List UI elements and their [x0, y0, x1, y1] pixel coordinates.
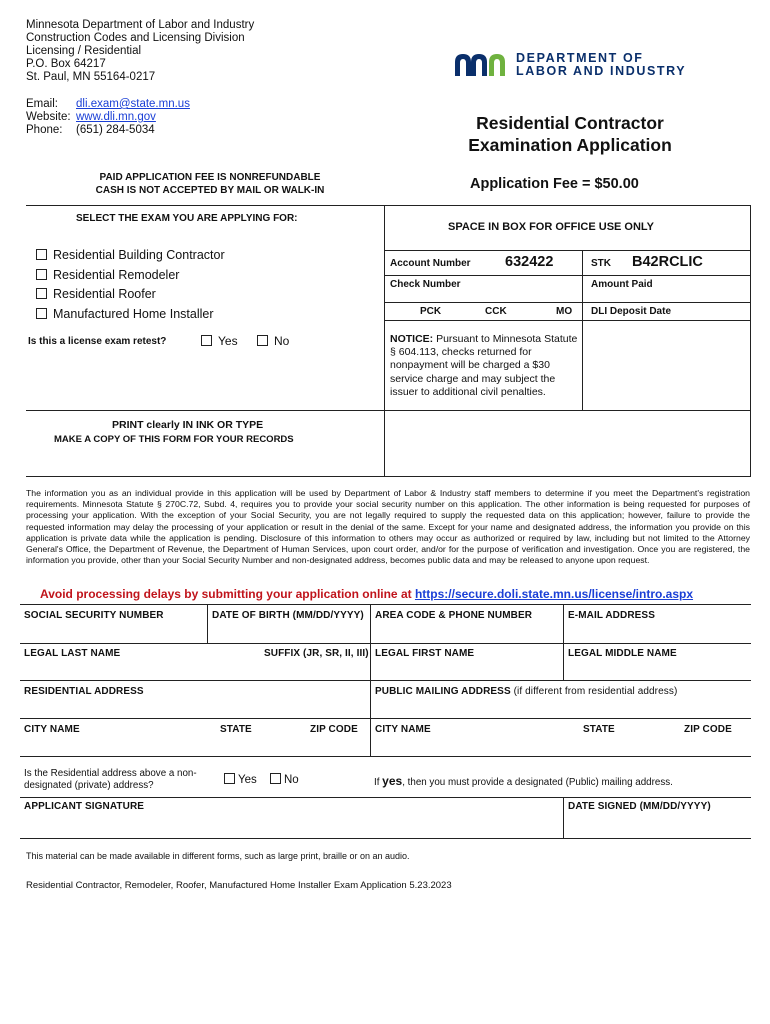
retest-yes[interactable]: Yes [201, 334, 238, 348]
retest-no[interactable]: No [257, 334, 289, 348]
signature-field[interactable]: APPLICANT SIGNATURE [24, 801, 145, 812]
logo-line1: DEPARTMENT OF [516, 51, 644, 65]
website-link[interactable]: www.dli.mn.gov [76, 111, 156, 123]
checkbox[interactable] [224, 773, 235, 784]
ssn-field[interactable]: SOCIAL SECURITY NUMBER [24, 610, 164, 621]
agency-line: Construction Codes and Licensing Division [26, 32, 245, 44]
first-name-field[interactable]: LEGAL FIRST NAME [375, 648, 475, 659]
mailing-zip-field[interactable]: ZIP CODE [684, 724, 732, 735]
fee-notice [60, 171, 360, 197]
city-field[interactable]: CITY NAME [24, 724, 80, 735]
nonrefundable-notice: PAID APPLICATION FEE IS NONREFUNDABLE [99, 172, 321, 183]
title-line1: Residential Contractor [476, 113, 664, 133]
suffix-field[interactable]: SUFFIX (JR, SR, II, III) [264, 648, 369, 659]
accessibility-note: This material can be made available in different forms, such as large print, braille or on an audio. [26, 851, 410, 861]
account-number-value: 632422 [505, 254, 554, 270]
office-heading: SPACE IN BOX FOR OFFICE USE ONLY [448, 221, 654, 233]
exam-option-building-contractor[interactable]: Residential Building Contractor [36, 246, 225, 266]
check-number-label: Check Number [390, 279, 461, 290]
notice-bold: NOTICE: [390, 333, 434, 345]
stk-value: B42RCLIC [632, 254, 703, 270]
logo-line2: LABOR AND INDUSTRY [516, 64, 687, 78]
dli-logo [453, 50, 693, 80]
exam-option-remodeler[interactable]: Residential Remodeler [36, 266, 225, 286]
agency-line: Licensing / Residential [26, 45, 142, 57]
amount-paid-label: Amount Paid [591, 279, 653, 290]
checkbox[interactable] [36, 288, 47, 299]
form-identifier: Residential Contractor, Remodeler, Roofer, Manufactured Home Installer Exam Application 5.23.2023 [26, 880, 452, 891]
cck-label: CCK [485, 306, 507, 317]
phone-label: Phone: [26, 124, 63, 136]
checkbox[interactable] [36, 269, 47, 280]
zip-field[interactable]: ZIP CODE [310, 724, 358, 735]
checkbox[interactable] [201, 335, 212, 346]
online-text: Avoid processing delays by submitting your application online at [40, 587, 415, 601]
pck-label: PCK [420, 306, 442, 317]
phone-field[interactable]: AREA CODE & PHONE NUMBER [375, 610, 533, 621]
state-field[interactable]: STATE [220, 724, 252, 735]
nondesignated-yes[interactable]: Yes [224, 773, 257, 786]
last-name-field[interactable]: LEGAL LAST NAME [24, 648, 121, 659]
cash-notice: CASH IS NOT ACCEPTED BY MAIL OR WALK-IN [95, 185, 325, 196]
mo-label: MO [556, 306, 573, 317]
website-label: Website: [26, 111, 71, 123]
designated-note: If yes, then you must provide a designated (Public) mailing address. [374, 774, 673, 788]
nondesignated-no[interactable]: No [270, 773, 299, 786]
checkbox[interactable] [36, 308, 47, 319]
checkbox[interactable] [36, 249, 47, 260]
agency-address [26, 19, 254, 84]
mn-logo-icon [453, 52, 509, 78]
agency-line: P.O. Box 64217 [26, 58, 106, 70]
checkbox[interactable] [257, 335, 268, 346]
mailing-state-field[interactable]: STATE [583, 724, 615, 735]
phone-number: (651) 284-5034 [76, 124, 155, 136]
checkbox[interactable] [270, 773, 281, 784]
deposit-date-label: DLI Deposit Date [591, 306, 672, 317]
print-instruction: PRINT clearly IN INK OR TYPE [112, 419, 264, 431]
residential-address-field[interactable]: RESIDENTIAL ADDRESS [24, 686, 144, 697]
form-title [420, 112, 720, 156]
exam-option-roofer[interactable]: Residential Roofer [36, 285, 225, 305]
dob-field[interactable]: DATE OF BIRTH (MM/DD/YYYY) [212, 610, 364, 621]
contact-info [26, 98, 190, 137]
exam-option-manufactured-home[interactable]: Manufactured Home Installer [36, 305, 225, 325]
application-fee: Application Fee = $50.00 [470, 176, 639, 192]
email-link[interactable]: dli.exam@state.mn.us [76, 98, 190, 110]
exam-heading: SELECT THE EXAM YOU ARE APPLYING FOR: [76, 213, 298, 224]
copy-instruction: MAKE A COPY OF THIS FORM FOR YOUR RECORDS [54, 434, 294, 445]
account-number-label: Account Number [390, 258, 471, 269]
online-link[interactable]: https://secure.doli.state.mn.us/license/intro.aspx [414, 587, 694, 601]
stk-label: STK [591, 258, 611, 269]
privacy-notice: The information you as an individual provide in this application will be used by Department of Labor & Industry staff members to determine if you meet the Department's registration requirements. Minnesota Statute § 270C.72, Subd. 4, requires you to provide your social security number on this application. The other information is being requested for purposes of processing your application. With the exception of your Social Security, you are not legally required to supply the requested data on this application; however, failure to provide the requested information may delay the processing of your application or result in the denial of the same. Except for your name and designated address, the information you provide on this application is private data while the application is pending. Disclosure of this information to others may occur as authorized or required by law, including but not limited to the Attorney General's Office, the Department of Revenue, the Department of Human Services, upon court order, and/or for the purpose of verification and investigation. Once you are registered, the information you provide, other than your Social Security Number and non-designated address, becomes public data and may be released to anyone upon request. [26, 488, 750, 566]
email-label: Email: [26, 98, 58, 110]
nondesignated-question: Is the Residential address above a non- designated (private) address? [24, 768, 197, 791]
date-signed-field[interactable]: DATE SIGNED (MM/DD/YYYY) [568, 801, 711, 812]
mailing-city-field[interactable]: CITY NAME [375, 724, 431, 735]
online-notice [40, 587, 693, 601]
title-line2: Examination Application [468, 135, 672, 155]
mailing-address-field[interactable]: PUBLIC MAILING ADDRESS (if different from residential address) [375, 686, 678, 697]
agency-line: Minnesota Department of Labor and Industry [26, 19, 255, 31]
notice-text: Pursuant to Minnesota Statute § 604.113, checks returned for nonpayment will be charged a $30 service charge and may subject the issuer to additional civil penalties. [390, 333, 578, 398]
exam-options [36, 246, 225, 324]
retest-question: Is this a license exam retest? [28, 336, 167, 347]
agency-line: St. Paul, MN 55164-0217 [26, 71, 156, 83]
email-field[interactable]: E-MAIL ADDRESS [568, 610, 655, 621]
check-notice [390, 333, 578, 399]
middle-name-field[interactable]: LEGAL MIDDLE NAME [568, 648, 677, 659]
